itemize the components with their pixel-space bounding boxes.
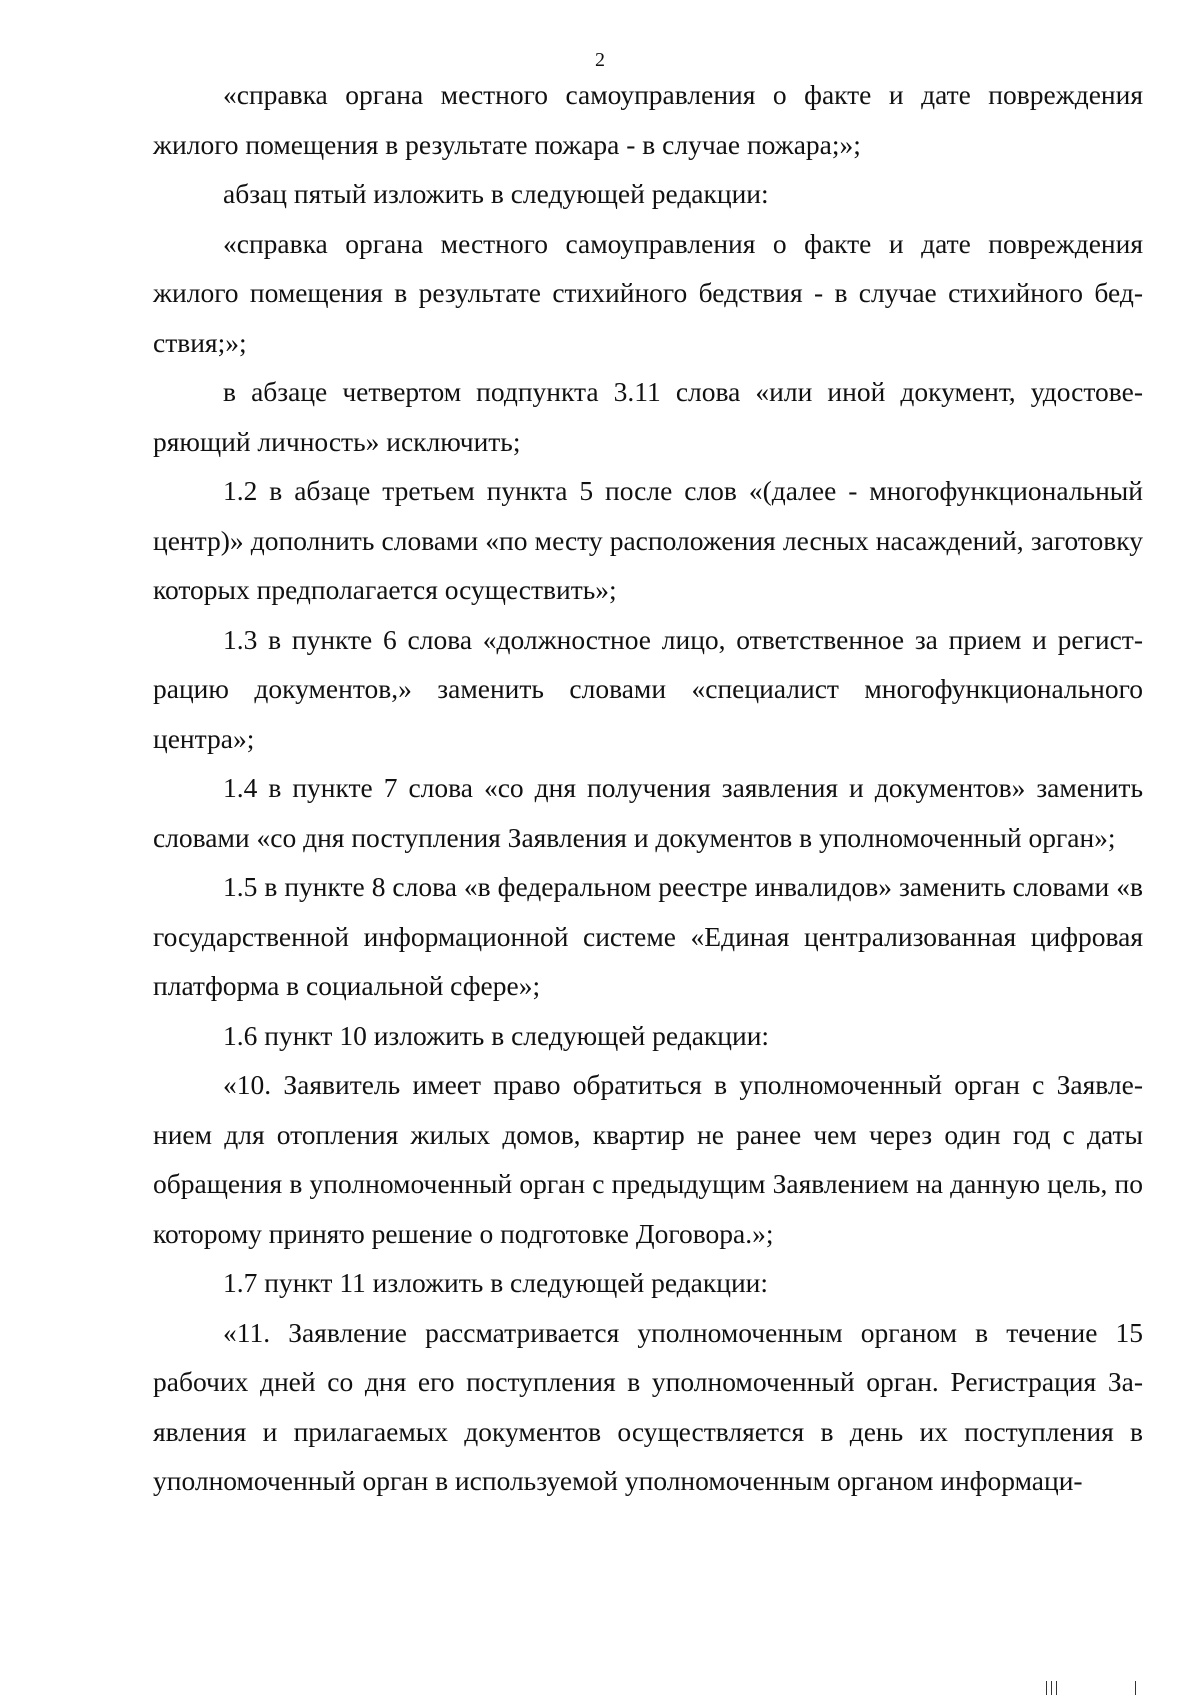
paragraph: 1.3 в пункте 6 слова «должностное лицо, ответственное за прием и регистрацию документов,» заменить словами «специалист многофункционального центра»; — [153, 623, 1143, 754]
paragraph: 1.4 в пункте 7 слова «со дня получения заявления и документов» заменить словами «со дня поступления Заявления и документов в уполномоченный орган»; — [153, 772, 1143, 853]
paragraph: в абзаце четвертом подпункта 3.11 слова «или иной документ, удостоверяющий личность» исключить; — [153, 376, 1143, 457]
paragraph: «11. Заявление рассматривается уполномоченным органом в течение 15 рабочих дней со дня его поступления в уполномоченный орган. Регистрация Заявления и прилагаемых документов осуществляется в день их поступления в уполномоченный орган в используемой уполномоченным органом информаци- — [153, 1316, 1143, 1496]
page-number: 2 — [595, 49, 605, 71]
paragraph: 1.6 пункт 10 изложить в следующей редакции: — [223, 1019, 770, 1051]
paragraph: «10. Заявитель имеет право обратиться в уполномоченный орган с Заявлением для отопления жилых домов, квартир не ранее чем через один год с даты обращения в уполномоченный орган с предыдущим Заявлением на данную цель, по которому принято решение о подготовке Договора.»; — [153, 1069, 1143, 1249]
paragraph: «справка органа местного самоуправления о факте и дате повреждения жилого помещения в результате стихийного бедствия - в случае стихийного бедствия;»; — [153, 227, 1143, 358]
paragraph: 1.5 в пункте 8 слова «в федеральном реестре инвалидов» заменить словами «в государственной информационной системе «Единая централизованная цифровая платформа в социальной сфере»; — [153, 871, 1143, 1001]
scan-artifact-marks — [1046, 1681, 1140, 1697]
paragraph: 1.7 пункт 11 изложить в следующей редакции: — [223, 1267, 769, 1298]
paragraph: абзац пятый изложить в следующей редакции: — [223, 178, 769, 209]
document-body — [153, 70, 1143, 1506]
paragraph: 1.2 в абзаце третьем пункта 5 после слов «(далее - многофункциональный центр)» дополнить словами «по месту расположения лесных насаждений, заготовку которых предполагается осуществить»; — [153, 475, 1143, 605]
paragraph: «справка органа местного самоуправления о факте и дате повреждения жилого помещения в результате пожара - в случае пожара;»; — [153, 79, 1143, 160]
